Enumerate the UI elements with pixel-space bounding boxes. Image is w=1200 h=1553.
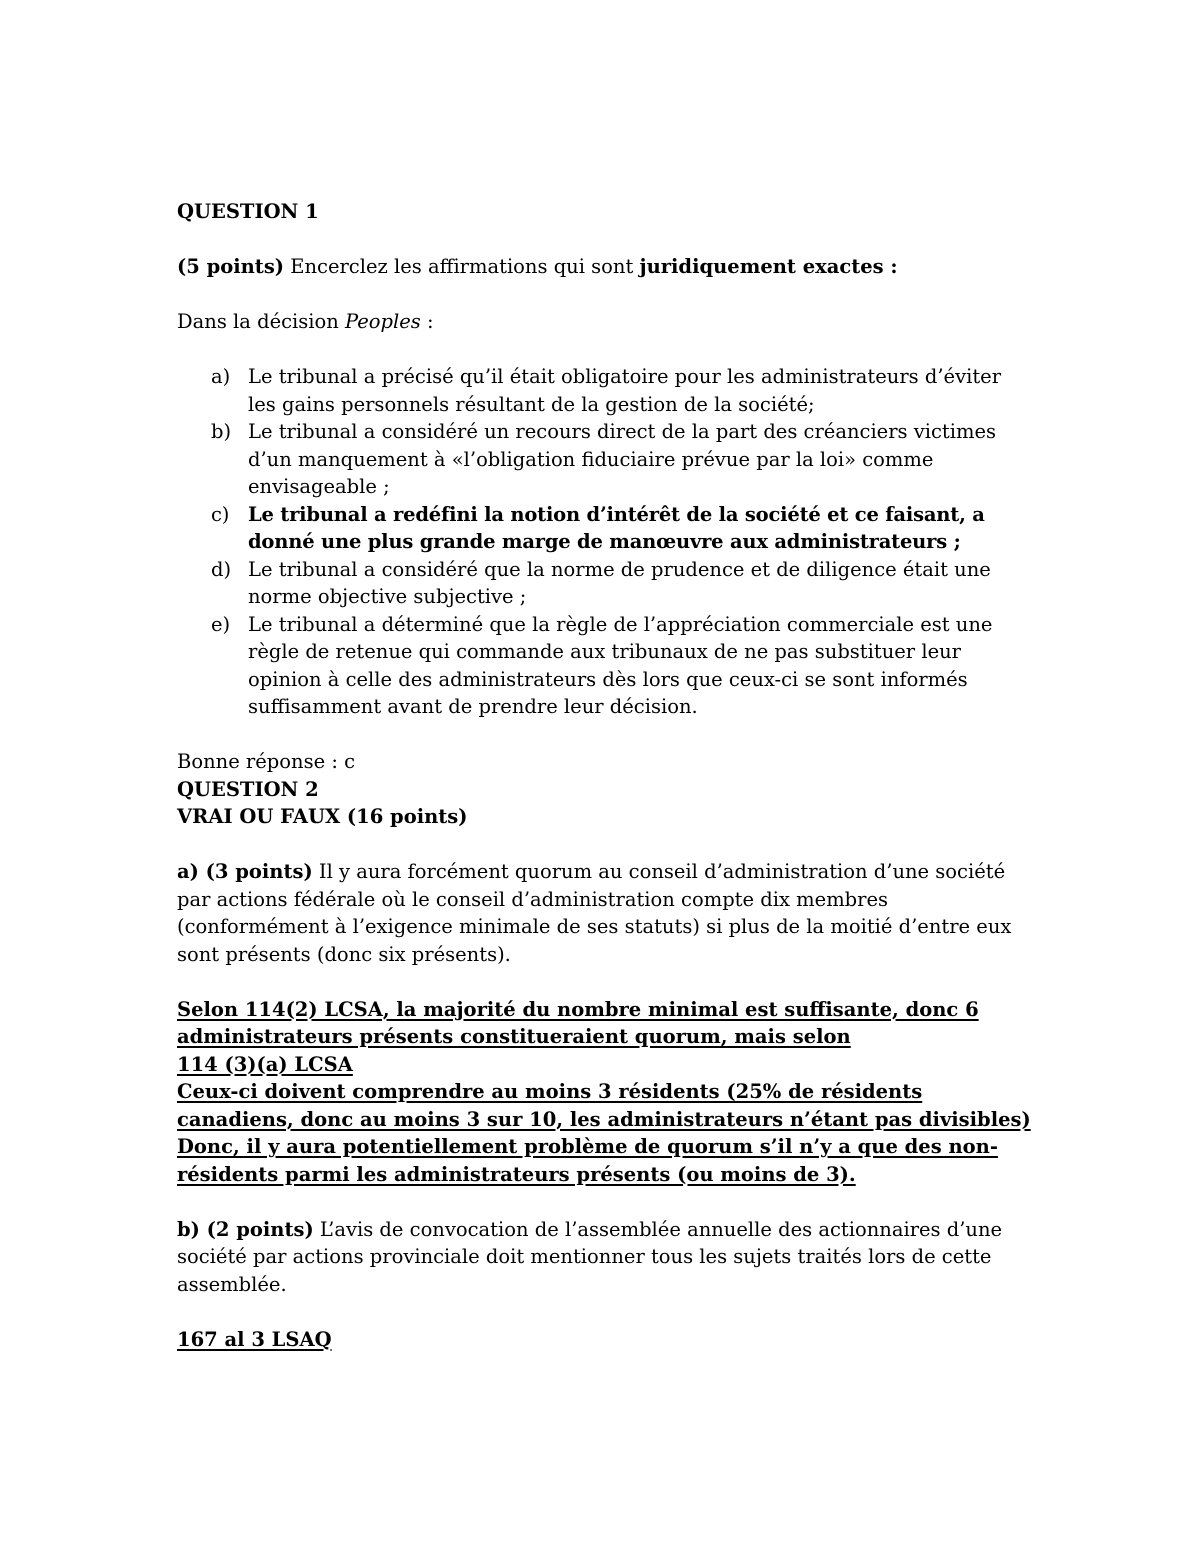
question-1-intro-suffix: :	[420, 310, 434, 333]
option-e	[177, 611, 1008, 721]
option-d-text: Le tribunal a considéré que la norme de prudence et de diligence était une norme objective subjective ;	[248, 557, 991, 608]
question-2a-text: Il y aura forcément quorum au conseil d’administration d’une société par actions fédérale où le conseil d’administration compte dix membres (conformément à l’exigence minimale de ses statuts) si plus de la moitié d’entre eux sont présents (donc six présents).	[177, 860, 1012, 966]
option-b	[177, 418, 1008, 501]
question-2a	[177, 858, 1037, 968]
question-2a-label: a) (3 points)	[177, 860, 313, 883]
option-e-marker: e)	[211, 612, 231, 636]
question-1-intro-prefix: Dans la décision	[177, 310, 346, 333]
option-c-text: Le tribunal a redéfini la notion d’intérêt de la société et ce faisant, a donné une plus grande marge de manœuvre aux administrateurs ;	[248, 502, 985, 553]
option-a	[177, 363, 1008, 418]
question-1-instruction-emphasis: juridiquement exactes :	[639, 255, 898, 278]
option-d	[177, 556, 1008, 611]
question-2a-answer-line3: Ceux-ci doivent comprendre au moins 3 résidents (25% de résidents canadiens, donc au moins 3 sur 10, les administrateurs n’étant pas divisibles) Donc, il y aura potentiellement problème de quorum s’il n’y a que des non-résidents parmi les administrateurs présents (ou moins de 3).	[177, 1080, 1031, 1186]
question-1-intro	[177, 308, 1037, 336]
question-2b-text: L’avis de convocation de l’assemblée annuelle des actionnaires d’une société par actions provinciale doit mentionner tous les sujets traités lors de cette assemblée.	[177, 1217, 1003, 1296]
option-b-text: Le tribunal a considéré un recours direct de la part des créanciers victimes d’un manquement à «l’obligation fiduciaire prévue par la loi» comme envisageable ;	[248, 420, 997, 498]
question-1-points: (5 points)	[177, 255, 285, 278]
question-1-heading: QUESTION 1	[177, 200, 319, 223]
question-2b-label: b) (2 points)	[177, 1217, 314, 1241]
question-2-subheading: VRAI OU FAUX (16 points)	[177, 805, 468, 828]
question-1-instruction	[177, 253, 1037, 281]
case-name: Peoples	[345, 310, 421, 333]
question-2a-answer-line1: Selon 114(2) LCSA, la majorité du nombre minimal est suffisante, donc 6 administrateurs présents constitueraient quorum, mais selon	[177, 997, 979, 1048]
option-c-marker: c)	[211, 502, 230, 526]
document-content	[177, 198, 1037, 1353]
question-2a-answer-line2: 114 (3)(a) LCSA	[177, 1052, 353, 1076]
option-a-marker: a)	[211, 365, 231, 388]
question-2b-answer: 167 al 3 LSAQ	[177, 1327, 332, 1351]
option-a-text: Le tribunal a précisé qu’il était obligatoire pour les administrateurs d’éviter les gains personnels résultant de la gestion de la société;	[248, 365, 1002, 416]
option-e-text: Le tribunal a déterminé que la règle de l’appréciation commerciale est une règle de retenue qui commande aux tribunaux de ne pas substituer leur opinion à celle des administrateurs dès lors que ceux-ci se sont informés suffisamment avant de prendre leur décision.	[248, 612, 993, 718]
question-1-instruction-text: Encerclez les affirmations qui sont	[284, 255, 640, 278]
question-2b	[177, 1216, 1037, 1299]
option-b-marker: b)	[211, 420, 232, 443]
question-2-heading: QUESTION 2	[177, 777, 319, 801]
option-c	[177, 501, 1008, 556]
question-1-answer: Bonne réponse : c	[177, 750, 356, 773]
question-1-options	[177, 363, 1037, 721]
option-d-marker: d)	[211, 557, 232, 581]
